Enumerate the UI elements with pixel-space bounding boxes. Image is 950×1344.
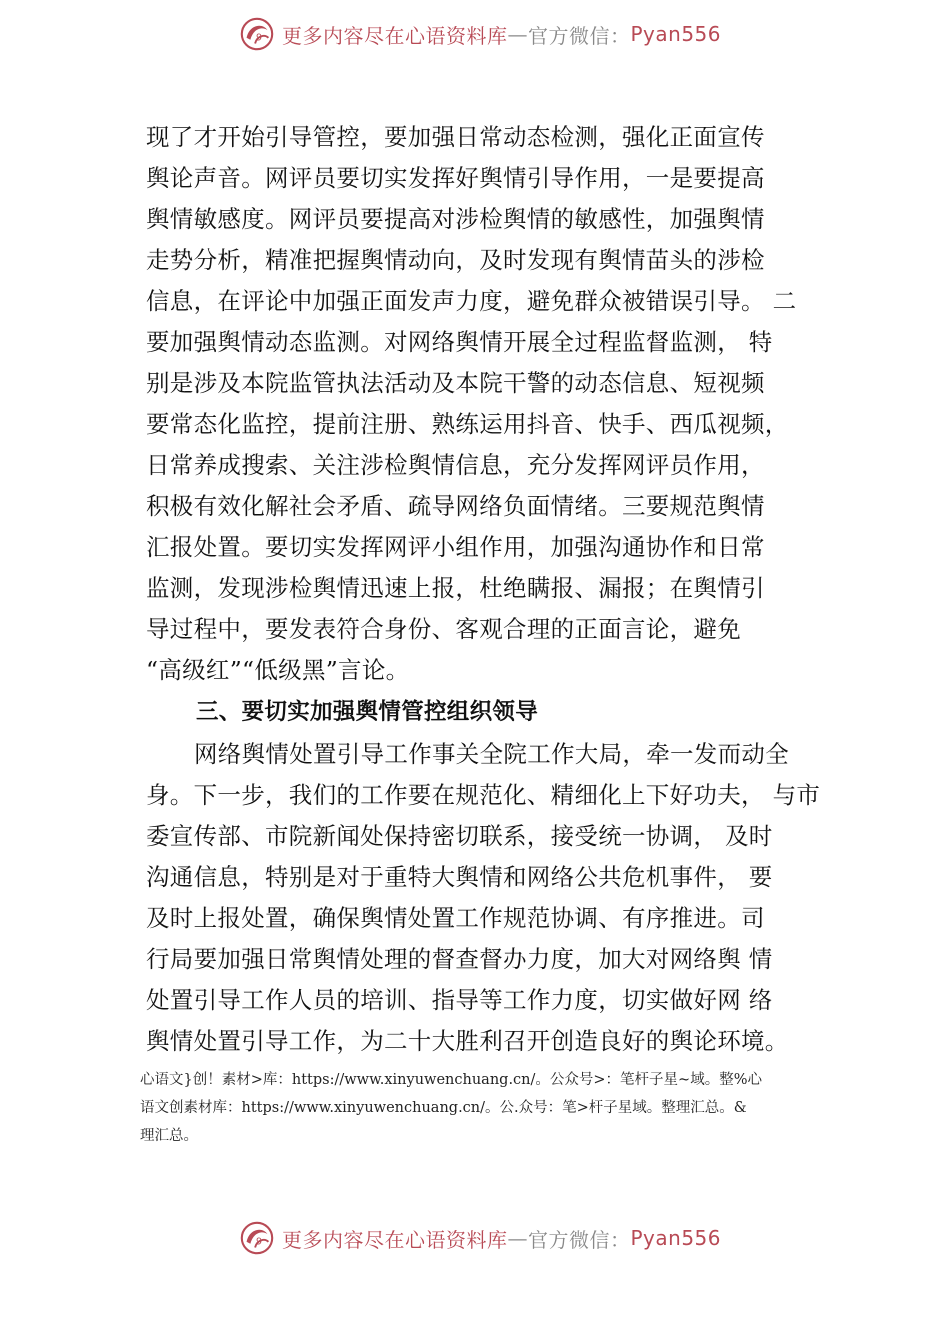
body-line: 信息，在评论中加强正面发声力度，避免群众被错误引导。 二 — [146, 287, 797, 315]
body-line: 处置引导工作人员的培训、指导等工作力度，切实做好网 络 — [146, 986, 773, 1014]
body-line: 现了才开始引导管控，要加强日常动态检测，强化正面宣传 — [146, 123, 765, 151]
body-line: 导过程中，要发表符合身份、客观合理的正面言论，避免 — [146, 615, 741, 643]
banner-brand: 更多内容尽在心语资料库 — [282, 23, 508, 48]
footnote-line: 心语文}创！素材>库：https://www.xinyuwenchuang.cn/。公众号>：笔杆子星~域。整%心 — [140, 1072, 762, 1088]
body-line: 沟通信息，特别是对于重特大舆情和网络公共危机事件， 要 — [146, 863, 773, 891]
body-line: 行局要加强日常舆情处理的督查督办力度，加大对网络舆 情 — [146, 945, 773, 973]
banner-separator: — — [507, 22, 528, 46]
body-line: 别是涉及本院监管执法活动及本院干警的动态信息、短视频 — [146, 369, 765, 397]
body-line: 舆情敏感度。网评员要提高对涉检舆情的敏感性，加强舆情 — [146, 205, 765, 233]
body-line: 委宣传部、市院新闻处保持密切联系，接受统一协调， 及时 — [146, 822, 773, 850]
svg-text:9: 9 — [256, 1236, 263, 1248]
banner-wechat-id: Pyan556 — [630, 22, 722, 46]
body-line: 走势分析，精准把握舆情动向，及时发现有舆情苗头的涉检 — [146, 246, 765, 274]
banner-wechat-label: 官方微信： — [528, 1227, 631, 1252]
header-banner — [0, 12, 950, 56]
banner-brand: 更多内容尽在心语资料库 — [282, 1227, 508, 1252]
body-line: 监测，发现涉检舆情迅速上报，杜绝瞒报、漏报；在舆情引 — [146, 574, 765, 602]
body-line: 积极有效化解社会矛盾、疏导网络负面情绪。三要规范舆情 — [146, 492, 765, 520]
body-line: 日常养成搜索、关注涉检舆情信息，充分发挥网评员作用， — [146, 451, 765, 479]
body-line: 网络舆情处置引导工作事关全院工作大局，牵一发而动全 — [194, 740, 789, 768]
body-line: 舆情处置引导工作，为二十大胜利召开创造良好的舆论环境。 — [146, 1027, 789, 1055]
body-line: 汇报处置。要切实发挥网评小组作用，加强沟通协作和日常 — [146, 533, 765, 561]
footnote-line: 语文创素材库：https://www.xinyuwenchuang.cn/。公.众号：笔>杆子星域。整理汇总。& — [140, 1100, 747, 1116]
banner-wechat-id: Pyan556 — [630, 1226, 722, 1250]
body-line: 及时上报处置，确保舆情处置工作规范协调、有序推进。司 — [146, 904, 765, 932]
body-line: 身。下一步，我们的工作要在规范化、精细化上下好功夫， 与市 — [146, 781, 821, 809]
heart-ribbon-logo-icon — [238, 15, 276, 53]
banner-separator: — — [507, 1226, 528, 1250]
body-line: 要常态化监控，提前注册、熟练运用抖音、快手、西瓜视频， — [146, 410, 789, 438]
footnote-line: 理汇总。 — [140, 1128, 198, 1144]
body-line: 要加强舆情动态监测。对网络舆情开展全过程监督监测， 特 — [146, 328, 773, 356]
body-line: “高级红”“低级黑”言论。 — [146, 656, 410, 684]
heart-ribbon-logo-icon — [238, 1219, 276, 1257]
svg-text:9: 9 — [256, 32, 263, 44]
footer-banner — [0, 1216, 950, 1260]
section-heading: 三、要切实加强舆情管控组织领导 — [196, 699, 539, 725]
body-line: 舆论声音。网评员要切实发挥好舆情引导作用，一是要提高 — [146, 164, 765, 192]
banner-wechat-label: 官方微信： — [528, 23, 631, 48]
